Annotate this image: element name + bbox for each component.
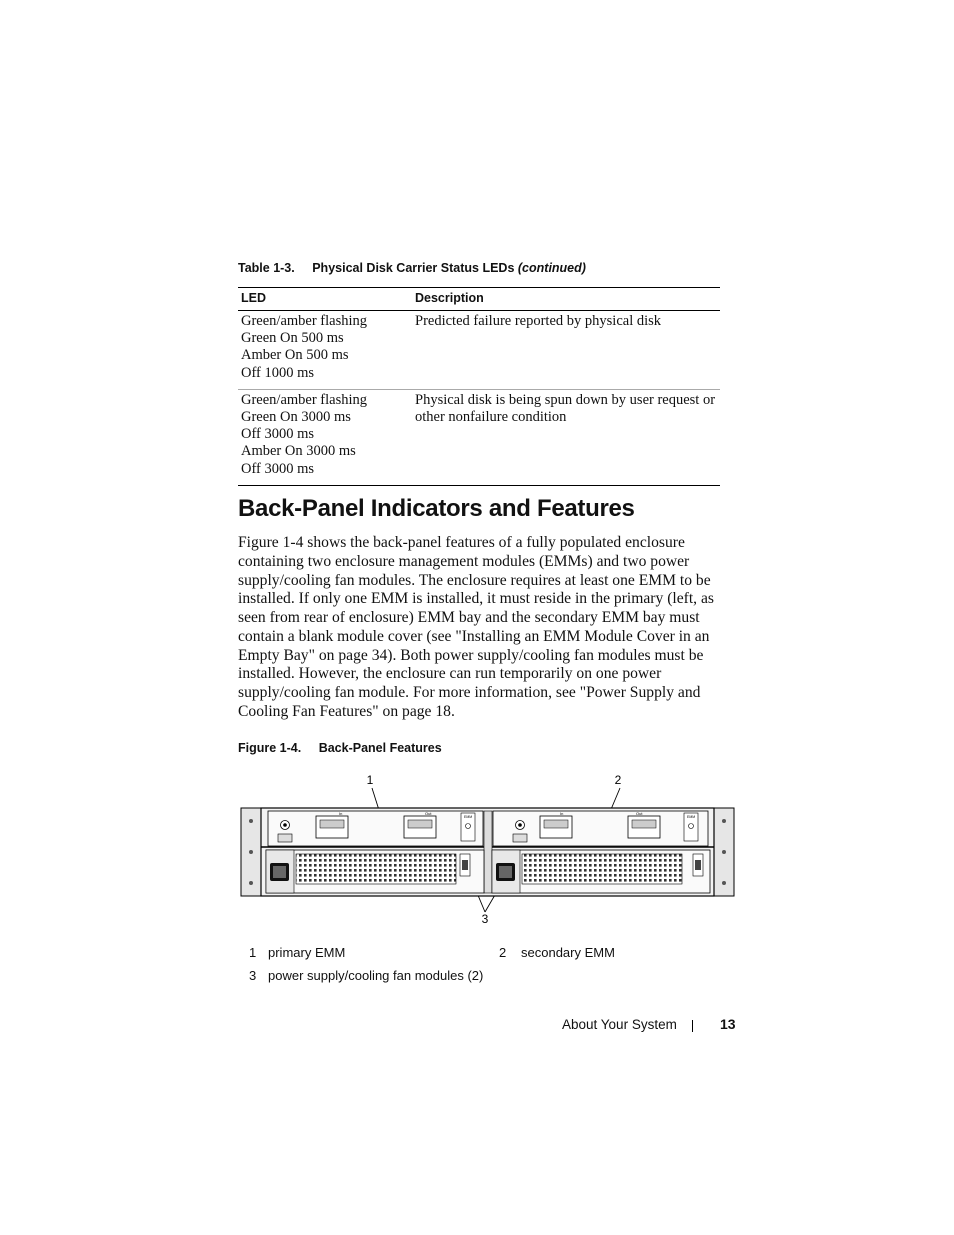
column-header-description: Description — [412, 288, 720, 311]
led-line: Amber On 3000 ms — [241, 443, 356, 460]
table-caption-title: Physical Disk Carrier Status LEDs — [312, 261, 515, 275]
led-cell — [238, 311, 412, 390]
legend-number: 1 — [249, 945, 257, 960]
right-rack-ear — [714, 808, 734, 896]
secondary-emm-module — [493, 811, 708, 846]
description-line: Predicted failure reported by physical disk — [415, 313, 662, 329]
legend-item — [499, 945, 615, 960]
led-line: Green/amber flashing — [241, 391, 368, 408]
left-rack-ear — [241, 808, 261, 896]
out-port-label: Out — [636, 811, 643, 816]
legend-number: 3 — [249, 968, 257, 983]
left-power-supply-fan-module — [266, 850, 484, 893]
table-row — [238, 389, 720, 485]
led-line: Green On 500 ms — [241, 330, 344, 347]
table-caption — [238, 261, 586, 275]
legend-number: 2 — [499, 945, 507, 960]
legend-item — [249, 968, 483, 983]
description-line: other nonfailure condition — [415, 409, 567, 426]
in-port-label: In — [560, 811, 564, 816]
legend-text: secondary EMM — [521, 945, 615, 960]
legend-text: primary EMM — [268, 945, 346, 960]
column-header-led: LED — [238, 288, 412, 311]
table-row — [238, 311, 720, 390]
callout-3: 3 — [481, 912, 489, 926]
page-number: 13 — [720, 1016, 736, 1032]
description-cell — [412, 389, 720, 485]
back-panel-illustration — [238, 768, 738, 933]
led-line: Off 3000 ms — [241, 460, 315, 477]
led-cell — [238, 389, 412, 485]
led-line: Off 1000 ms — [241, 364, 315, 381]
primary-emm-module — [268, 811, 483, 846]
led-status-table — [238, 287, 720, 486]
section-title: Back-Panel Indicators and Features — [238, 495, 635, 522]
in-port-label: In — [339, 811, 343, 816]
led-line: Green On 3000 ms — [241, 409, 351, 426]
legend-text: power supply/cooling fan modules (2) — [268, 968, 484, 983]
figure-caption-title: Back-Panel Features — [318, 741, 442, 755]
led-line: Off 3000 ms — [241, 426, 315, 443]
footer-section-title: About Your System — [562, 1017, 677, 1032]
center-divider — [484, 811, 492, 893]
figure-caption — [238, 741, 442, 755]
description-cell — [412, 311, 720, 390]
body-paragraph: Figure 1-4 shows the back-panel features of a fully populated enclosure containing two enclosure management modules (EMMs) and two power supply/cooling fan modules. The enclosure requires at least one EMM to be installed. If only one EMM is installed, it must reside in the primary (left, as seen from rear of enclosure) EMM bay and the secondary EMM bay must contain a blank module cover (see "Installing an EMM Module Cover in an Empty Bay" on page 34). Both power supply/cooling fan modules must be installed. However, the enclosure can run temporarily on one power supply/cooling fan module. For more information, see "Power Supply and Cooling Fan Features" on page 18. — [238, 534, 714, 720]
emm-label: EMM — [687, 815, 696, 819]
led-line: Amber On 500 ms — [241, 347, 349, 364]
figure-caption-label: Figure 1-4. — [238, 741, 302, 755]
description-line: Physical disk is being spun down by user request or — [415, 391, 716, 408]
footer-separator — [692, 1020, 693, 1032]
table-caption-label: Table 1-3. — [238, 261, 295, 275]
table-header-row — [238, 288, 720, 311]
out-port-label: Out — [425, 811, 432, 816]
callout-1: 1 — [366, 773, 374, 787]
led-line: Green/amber flashing — [241, 313, 368, 329]
callout-2: 2 — [614, 773, 622, 787]
table-caption-continued: (continued) — [517, 261, 586, 275]
legend-item — [249, 945, 345, 960]
right-power-supply-fan-module — [492, 850, 710, 893]
emm-label: EMM — [464, 815, 473, 819]
